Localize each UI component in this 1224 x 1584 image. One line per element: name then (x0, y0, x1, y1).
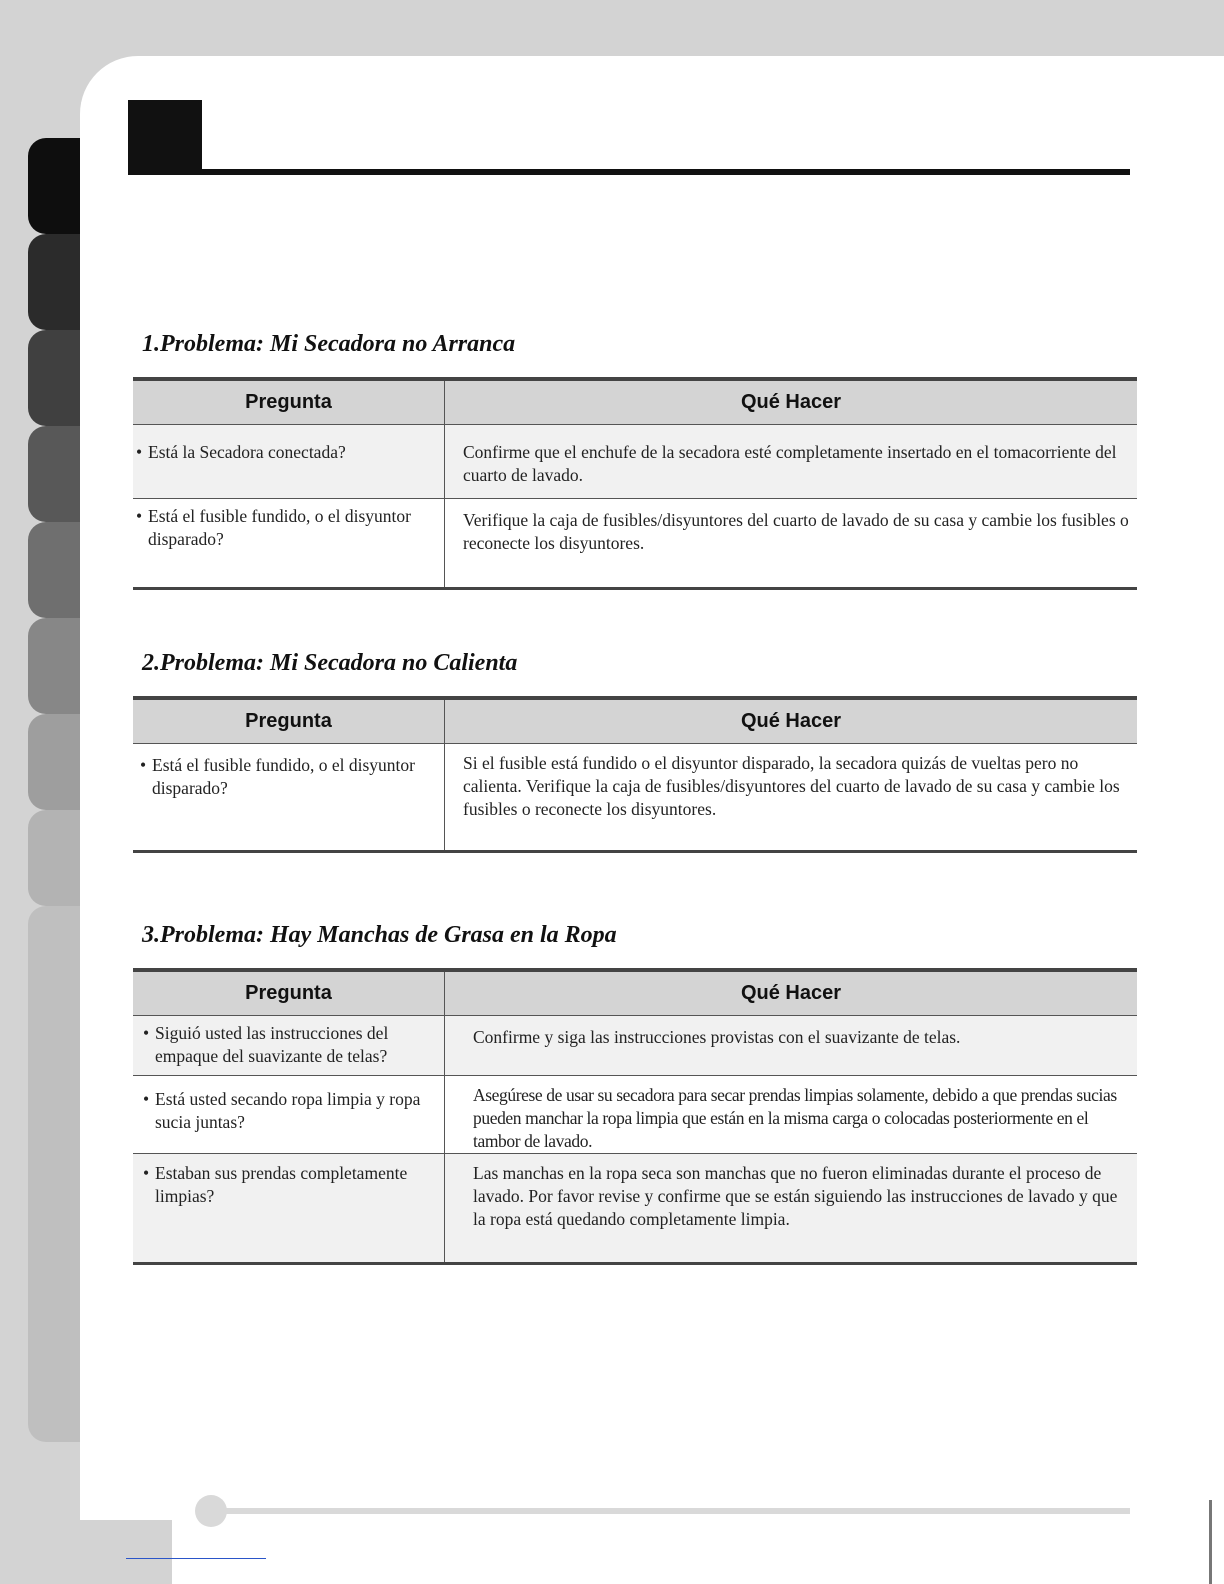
col-header-question: Pregunta (133, 698, 445, 744)
footer-rule (212, 1508, 1130, 1514)
bullet-icon: • (136, 442, 143, 462)
action-text: Confirme y siga las instrucciones provistas con el suavizante de telas. (445, 1016, 1138, 1076)
section-3-title: 3.Problema: Hay Manchas de Grasa en la Ropa (142, 922, 617, 948)
section-3-table (133, 968, 1137, 1265)
bullet-icon: • (136, 506, 143, 526)
bullet-icon: • (140, 755, 147, 775)
question-text: Estaban sus prendas completamente limpias? (155, 1163, 408, 1206)
action-text: Asegúrese de usar su secadora para secar prendas limpias solamente, debido a que prendas sucias pueden manchar la ropa limpia que están en la misma carga o colocadas posteriormente en el tambor de lavado. (445, 1076, 1138, 1154)
table-row (133, 1016, 1137, 1076)
table-row (133, 425, 1137, 499)
header-block (128, 100, 202, 174)
bullet-icon: • (143, 1163, 150, 1183)
section-1-table (133, 377, 1137, 590)
col-header-action: Qué Hacer (445, 379, 1138, 425)
table-row (133, 1154, 1137, 1264)
question-text: Está la Secadora conectada? (148, 442, 346, 462)
page-corner-bg (80, 1520, 172, 1584)
action-text: Verifique la caja de fusibles/disyuntores del cuarto de lavado de su casa y cambie los fusibles o reconecte los disyuntores. (445, 499, 1138, 589)
section-1-title: 1.Problema: Mi Secadora no Arranca (142, 331, 516, 357)
section-2-table (133, 696, 1137, 853)
action-text: Si el fusible está fundido o el disyuntor disparado, la secadora quizás de vueltas pero no calienta. Verifique la caja de fusibles/disyuntores del cuarto de lavado de su casa y cambie los fusibles o reconecte los disyuntores. (445, 744, 1138, 852)
bullet-icon: • (143, 1089, 150, 1109)
table-row (133, 1076, 1137, 1154)
section-2-title: 2.Problema: Mi Secadora no Calienta (142, 650, 518, 676)
table-row (133, 744, 1137, 852)
question-text: Está usted secando ropa limpia y ropa sucia juntas? (155, 1089, 421, 1132)
bullet-icon: • (143, 1023, 150, 1043)
footer-page-marker (195, 1495, 227, 1527)
question-text: Está el fusible fundido, o el disyuntor disparado? (148, 506, 411, 549)
col-header-question: Pregunta (133, 970, 445, 1016)
table-row (133, 499, 1137, 589)
header-rule (128, 169, 1130, 175)
col-header-action: Qué Hacer (445, 698, 1138, 744)
question-text: Está el fusible fundido, o el disyuntor disparado? (152, 755, 415, 798)
question-text: Siguió usted las instrucciones del empaque del suavizante de telas? (155, 1023, 389, 1066)
action-text: Las manchas en la ropa seca son manchas que no fueron eliminadas durante el proceso de lavado. Por favor revise y confirme que se están siguiendo las instrucciones de lavado y que la ropa está quedando completamente limpia. (445, 1154, 1138, 1264)
corner-link-underline (126, 1558, 266, 1559)
col-header-question: Pregunta (133, 379, 445, 425)
page-edge (1209, 1500, 1212, 1584)
action-text: Confirme que el enchufe de la secadora esté completamente insertado en el tomacorriente del cuarto de lavado. (445, 425, 1138, 499)
col-header-action: Qué Hacer (445, 970, 1138, 1016)
